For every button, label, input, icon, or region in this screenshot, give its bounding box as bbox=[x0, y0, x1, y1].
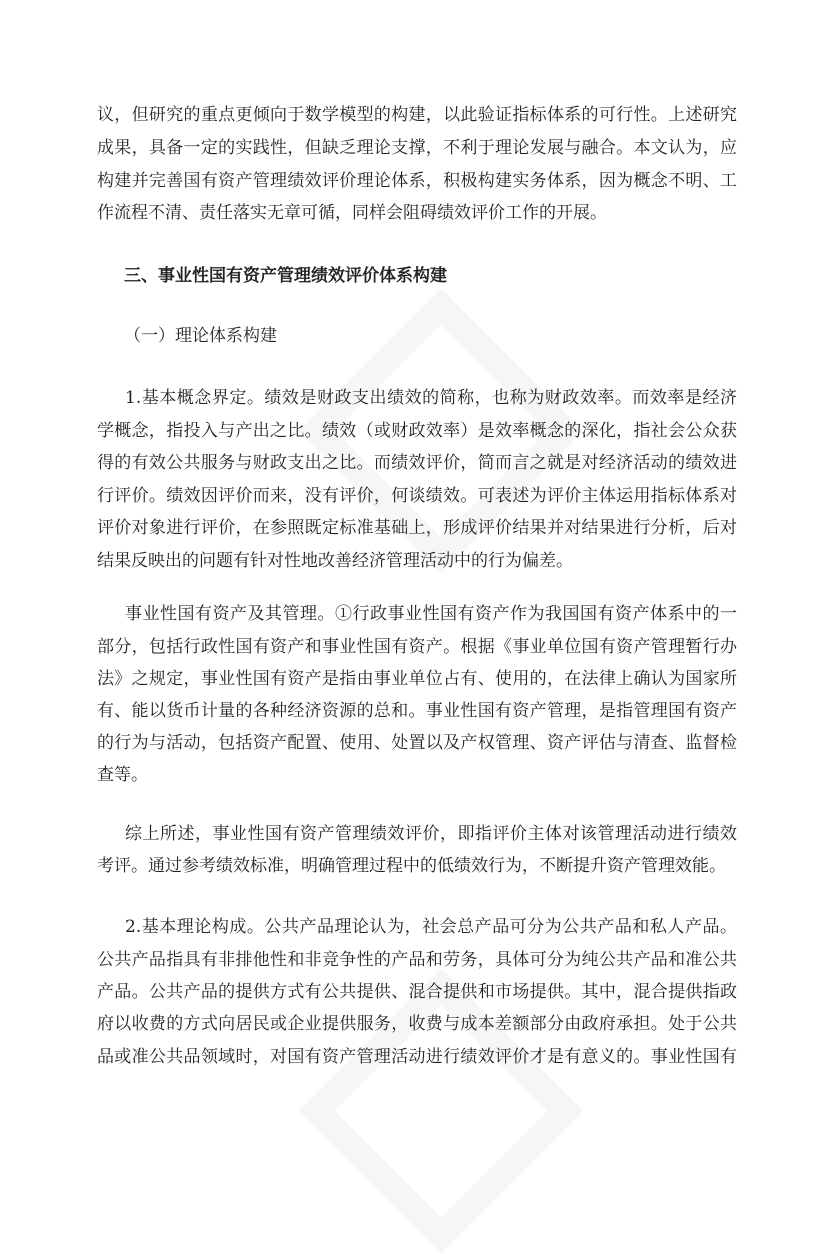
paragraph-line: 综上所述，事业性国有资产管理绩效评价，即指评价主体对该管理活动进行绩效 bbox=[125, 824, 737, 844]
paragraph-line: 府以收费的方式向居民或企业提供服务，收费与成本差额部分由政府承担。处于公共 bbox=[97, 1014, 737, 1034]
watermark bbox=[298, 968, 584, 1254]
paragraph-line: 品或准公共品领域时，对国有资产管理活动进行绩效评价才是有意义的。事业性国有 bbox=[97, 1047, 737, 1067]
paragraph-line: 事业性国有资产及其管理。①行政事业性国有资产作为我国国有资产体系中的一 bbox=[125, 604, 737, 624]
paragraph-line: 构建并完善国有资产管理绩效评价理论体系，积极构建实务体系，因为概念不明、工 bbox=[97, 171, 737, 191]
paragraph-line: 法》之规定，事业性国有资产是指由事业单位占有、使用的，在法律上确认为国家所 bbox=[97, 669, 737, 689]
paragraph-line: 评价对象进行评价，在参照既定标准基础上，形成评价结果并对结果进行分析，后对 bbox=[97, 518, 737, 538]
paragraph-line: 作流程不清、责任落实无章可循，同样会阻碍绩效评价工作的开展。 bbox=[97, 203, 607, 223]
paragraph-line: 考评。通过参考绩效标准，明确管理过程中的低绩效行为，不断提升资产管理效能。 bbox=[97, 856, 726, 876]
paragraph-line: 2.基本理论构成。公共产品理论认为，社会总产品可分为公共产品和私人产品。 bbox=[125, 917, 737, 937]
paragraph-line: 部分，包括行政性国有资产和事业性国有资产。根据《事业单位国有资产管理暂行办 bbox=[97, 637, 737, 657]
paragraph-line: 结果反映出的问题有针对性地改善经济管理活动中的行为偏差。 bbox=[97, 551, 573, 571]
paragraph-line: 的行为与活动，包括资产配置、使用、处置以及产权管理、资产评估与清查、监督检 bbox=[97, 733, 737, 753]
paragraph-line: 公共产品指具有非排他性和非竞争性的产品和劳务，具体可分为纯公共产品和准公共 bbox=[97, 950, 737, 970]
paragraph-line: 产品。公共产品的提供方式有公共提供、混合提供和市场提供。其中，混合提供指政 bbox=[97, 982, 737, 1002]
subsection-heading: （一）理论体系构建 bbox=[124, 326, 277, 346]
paragraph-line: 行评价。绩效因评价而来，没有评价，何谈绩效。可表述为评价主体运用指标体系对 bbox=[97, 486, 737, 506]
paragraph-line: 议，但研究的重点更倾向于数学模型的构建，以此验证指标体系的可行性。上述研究 bbox=[97, 105, 737, 125]
paragraph-line: 得的有效公共服务与财政支出之比。而绩效评价，简而言之就是对经济活动的绩效进 bbox=[97, 453, 737, 473]
section-heading: 三、事业性国有资产管理绩效评价体系构建 bbox=[124, 266, 447, 286]
paragraph-line: 成果，具备一定的实践性，但缺乏理论支撑，不利于理论发展与融合。本文认为，应 bbox=[97, 138, 737, 158]
paragraph-line: 有、能以货币计量的各种经济资源的总和。事业性国有资产管理，是指管理国有资产 bbox=[97, 701, 737, 721]
paragraph-line: 学概念，指投入与产出之比。绩效（或财政效率）是效率概念的深化，指社会公众获 bbox=[97, 421, 737, 441]
paragraph-line: 查等。 bbox=[97, 765, 148, 785]
paragraph-line: 1.基本概念界定。绩效是财政支出绩效的简称，也称为财政效率。而效率是经济 bbox=[125, 388, 737, 408]
